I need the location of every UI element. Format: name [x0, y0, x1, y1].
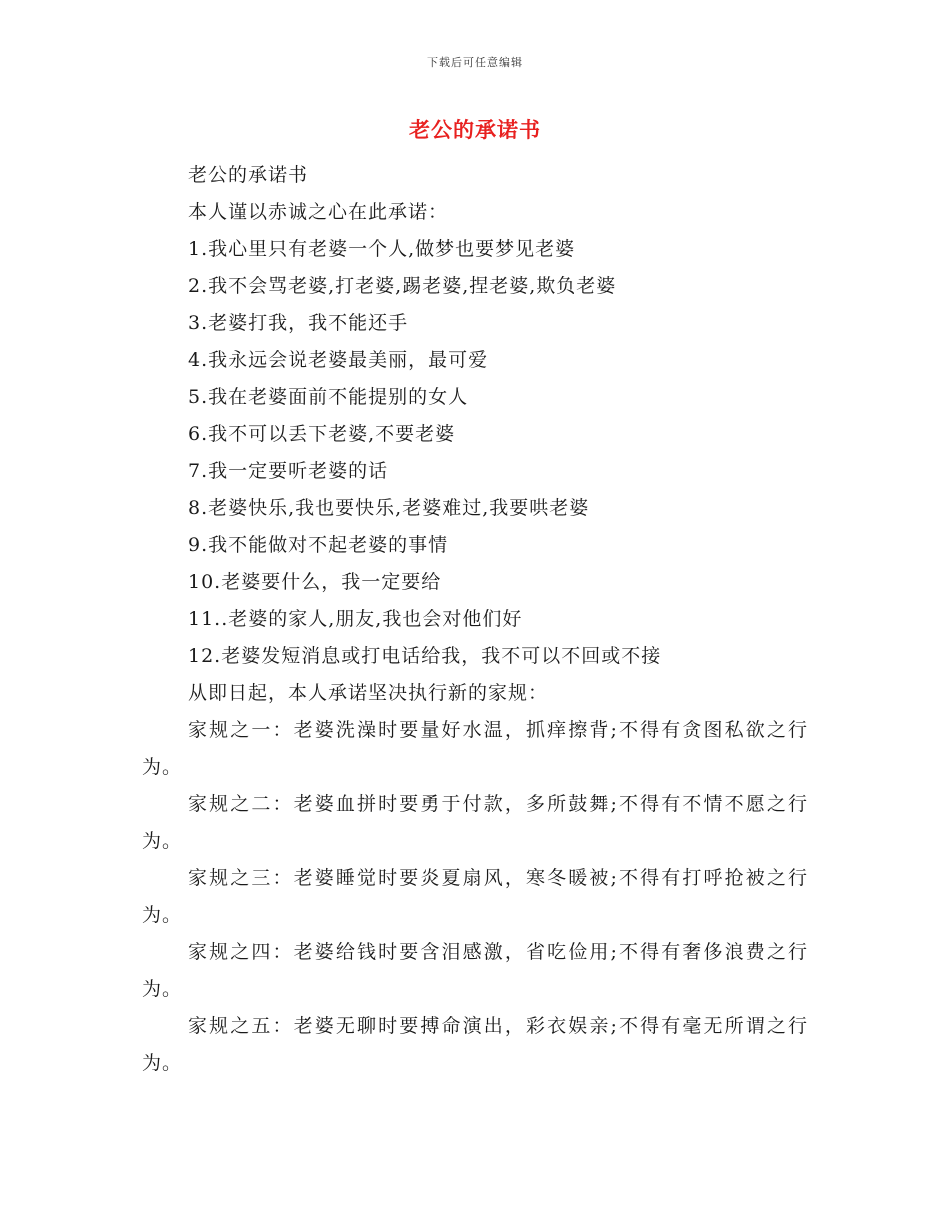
- document-title: 老公的承诺书: [409, 118, 541, 142]
- promise-item: 9.我不能做对不起老婆的事情: [188, 534, 449, 556]
- document-subtitle: 老公的承诺书: [188, 164, 309, 186]
- promise-item: 4.我永远会说老婆最美丽，最可爱: [188, 349, 489, 371]
- rules-intro-line: 从即日起，本人承诺坚决执行新的家规：: [188, 682, 549, 704]
- rules-list: [142, 712, 808, 1082]
- rule-paragraph: 家规之五：老婆无聊时要搏命演出，彩衣娱亲;不得有毫无所谓之行为。: [142, 1015, 808, 1074]
- rule-paragraph: 家规之四：老婆给钱时要含泪感激，省吃俭用;不得有奢侈浪费之行为。: [142, 941, 808, 1000]
- page-header-note: 下载后可任意编辑: [427, 56, 523, 69]
- rule-paragraph: 家规之二：老婆血拼时要勇于付款，多所鼓舞;不得有不情不愿之行为。: [142, 793, 808, 852]
- promise-list: [142, 231, 808, 675]
- promise-item: 6.我不可以丢下老婆,不要老婆: [188, 423, 456, 445]
- promise-item: 10.老婆要什么，我一定要给: [188, 571, 442, 593]
- promise-item: 7.我一定要听老婆的话: [188, 460, 389, 482]
- document-body: [142, 157, 808, 1082]
- promise-item: 11..老婆的家人,朋友,我也会对他们好: [188, 608, 523, 630]
- promise-item: 5.我在老婆面前不能提别的女人: [188, 386, 469, 408]
- promise-item: 2.我不会骂老婆,打老婆,踢老婆,捏老婆,欺负老婆: [188, 275, 617, 297]
- promise-item: 1.我心里只有老婆一个人,做梦也要梦见老婆: [188, 238, 576, 260]
- promise-item: 8.老婆快乐,我也要快乐,老婆难过,我要哄老婆: [188, 497, 590, 519]
- intro-line: 本人谨以赤诚之心在此承诺：: [188, 201, 449, 223]
- promise-item: 12.老婆发短消息或打电话给我，我不可以不回或不接: [188, 645, 662, 667]
- rule-paragraph: 家规之三：老婆睡觉时要炎夏扇风，寒冬暖被;不得有打呼抢被之行为。: [142, 867, 808, 926]
- promise-item: 3.老婆打我，我不能还手: [188, 312, 409, 334]
- rule-paragraph: 家规之一：老婆洗澡时要量好水温，抓痒擦背;不得有贪图私欲之行为。: [142, 719, 808, 778]
